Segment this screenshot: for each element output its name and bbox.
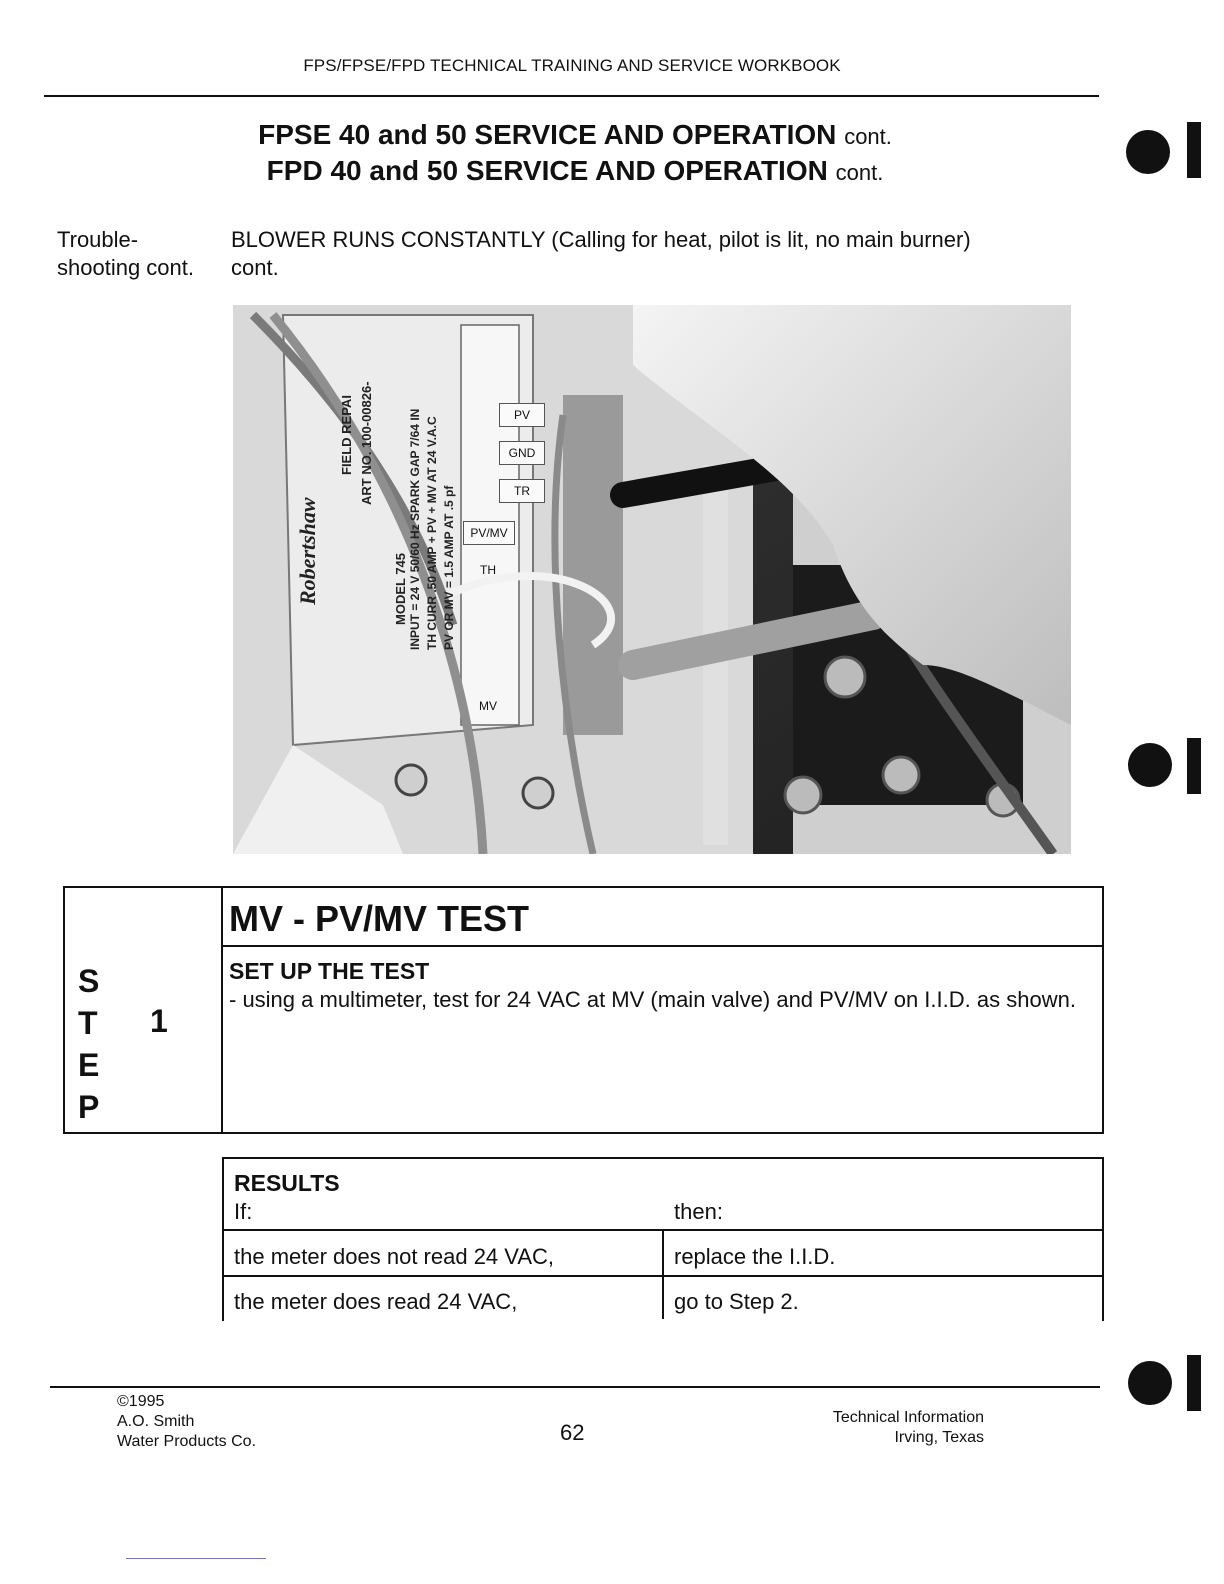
footer-department [760,1408,984,1448]
module-label-line: FIELD REPAI [339,395,354,475]
test-title: MV - PV/MV TEST [229,898,530,939]
running-header: FPS/FPSE/FPD TECHNICAL TRAINING AND SERVICE WORKBOOK [303,56,841,75]
topic-line: cont. [231,255,279,280]
step-letter: E [78,1047,100,1083]
results-row-1-then: replace the I.I.D. [674,1244,836,1269]
sidebar-label [57,226,194,282]
module-label-line: ART NO. 100-00826- [359,381,374,505]
setup-text: - using a multimeter, test for 24 VAC at MV (main valve) and PV/MV on I.I.D. as shown. [229,987,1076,1012]
company-name: A.O. Smith [117,1413,195,1430]
terminal-label-th: TH [480,563,496,577]
brand-logo-text: Robertshaw [295,497,320,605]
step-letter: S [78,963,100,999]
module-label-line: INPUT = 24 V 50/60 Hz SPARK GAP 7/64 IN [408,408,422,650]
header-rule [44,95,1099,97]
step-letters [78,960,99,1128]
terminal-label-gnd: GND [499,441,545,465]
department-location: Irving, Texas [894,1429,984,1446]
page-number: 62 [560,1420,585,1445]
binder-hole-mark [1126,130,1170,174]
footer-publisher [117,1392,256,1452]
binder-hole-bar [1187,1355,1201,1411]
step-letter: T [78,1005,98,1041]
section-title-line-2 [150,154,1000,190]
section-titles [150,118,1000,190]
results-if-label: If: [234,1199,253,1224]
step-letter: P [78,1089,100,1125]
section-title-line-1 [150,118,1000,154]
results-column-divider [662,1229,664,1319]
binder-hole-bar [1187,738,1201,794]
setup-heading: SET UP THE TEST [229,958,430,984]
footer-rule [50,1386,1100,1388]
step-divider [221,886,223,1134]
department-name: Technical Information [832,1409,984,1426]
module-label-line: MODEL 745 [393,552,408,625]
ignition-module-photo [233,305,1071,854]
results-row-1-if: the meter does not read 24 VAC, [234,1244,554,1269]
terminal-label-tr: TR [499,479,545,503]
section-title-cont: cont. [844,124,892,149]
company-division: Water Products Co. [117,1433,257,1450]
copyright: ©1995 [117,1393,165,1410]
binder-hole-bar [1187,122,1201,178]
sidebar-label-line: Trouble- [57,227,139,252]
module-label-line: TH CURR .50 AMP + PV + MV AT 24 V.A.C [425,416,439,650]
scan-artifact-line [126,1558,266,1559]
section-title-fpd: FPD 40 and 50 SERVICE AND OPERATION [266,155,828,186]
terminal-label-mv: MV [479,699,497,713]
results-heading: RESULTS [234,1170,340,1196]
topic-line: BLOWER RUNS CONSTANTLY (Calling for heat, pilot is lit, no main burner) [231,227,971,252]
results-row-2-then: go to Step 2. [674,1289,799,1314]
topic-heading [231,226,1091,282]
module-label-line: PV OR MV = 1.5 AMP AT .5 pf [442,485,456,650]
results-then-label: then: [674,1199,723,1224]
step-title-divider [221,945,1102,947]
terminal-label-pv: PV [499,403,545,427]
sidebar-label-line: shooting cont. [57,255,194,280]
section-title-cont: cont. [835,160,884,185]
terminal-label-pvmv: PV/MV [463,521,515,545]
results-row-2-if: the meter does read 24 VAC, [234,1289,518,1314]
step-number: 1 [150,1003,168,1039]
binder-hole-mark [1128,743,1172,787]
binder-hole-mark [1128,1361,1172,1405]
section-title-fpse: FPSE 40 and 50 SERVICE AND OPERATION [258,119,837,150]
